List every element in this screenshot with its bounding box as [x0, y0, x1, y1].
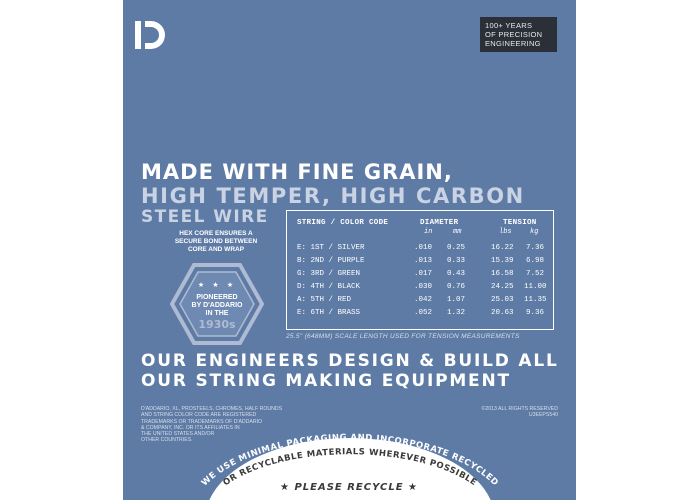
legal-line: OTHER COUNTRIES. — [141, 437, 193, 444]
headline-line-2: HIGH TEMPER, HIGH CARBON — [141, 184, 525, 208]
unit-kg: kg — [530, 228, 539, 236]
hexbadge-stars: ★ ★ ★ — [197, 281, 237, 289]
tension-lbs: 24.25 — [491, 283, 514, 291]
recycle-arc-line-2: OR RECYCLABLE MATERIALS WHEREVER POSSIBLE — [221, 447, 479, 489]
tension-lbs: 20.63 — [491, 309, 514, 317]
recycle-arc-line-1: WE USE MINIMAL PACKAGING AND INCORPORATE RECYCLED — [199, 432, 501, 489]
tension-lbs: 25.03 — [491, 296, 514, 304]
tension-lbs: 16.22 — [491, 244, 514, 252]
legal-line: D'ADDARIO, XL, PROSTEELS, CHROMES, HALF ROUNDS — [141, 406, 283, 412]
legal-line: AND STRING COLOR CODE ARE REGISTERED — [141, 412, 257, 419]
unit-mm: mm — [453, 228, 462, 236]
hexbadge-line-3: IN THE — [205, 310, 229, 317]
diameter-mm: 0.33 — [447, 257, 466, 265]
unit-in: in — [424, 228, 433, 236]
hexcore-line-3: CORE AND WRAP — [187, 246, 245, 253]
recycle-arc — [123, 0, 576, 500]
hexbadge-line-1: PIONEERED — [196, 294, 238, 301]
col-diameter-header: DIAMETER — [420, 219, 459, 227]
col-string-header: STRING / COLOR CODE — [297, 219, 389, 227]
tension-lbs: 16.58 — [491, 270, 514, 278]
diameter-mm: 0.43 — [447, 270, 466, 278]
engineers-line-1: OUR ENGINEERS DESIGN & BUILD ALL — [141, 351, 559, 371]
tension-kg: 7.52 — [526, 270, 545, 278]
diameter-in: .013 — [414, 257, 433, 265]
engineers-line-2: OUR STRING MAKING EQUIPMENT — [141, 371, 511, 391]
diameter-in: .042 — [414, 296, 433, 304]
col-tension-header: TENSION — [503, 219, 537, 227]
headline-line-1: MADE WITH FINE GRAIN, — [141, 160, 453, 184]
string-name: A: 5TH / RED — [297, 296, 352, 304]
diameter-mm: 0.76 — [447, 283, 466, 291]
please-recycle: ★ PLEASE RECYCLE ★ — [280, 482, 418, 493]
headline-line-3: STEEL WIRE — [141, 207, 269, 227]
spec-footnote: 25.5" (648MM) SCALE LENGTH USED FOR TENSION MEASUREMENTS — [286, 333, 520, 340]
package-back-panel — [123, 0, 576, 500]
diameter-in: .010 — [414, 244, 433, 252]
hexcore-line-2: SECURE BOND BETWEEN — [174, 238, 258, 245]
string-name: E: 1ST / SILVER — [297, 244, 365, 252]
tension-kg: 11.35 — [524, 296, 547, 304]
tension-kg: 11.00 — [524, 283, 547, 291]
hexbadge-year: 1930s — [198, 318, 236, 331]
diameter-in: .030 — [414, 283, 433, 291]
tension-kg: 6.98 — [526, 257, 545, 265]
badge-line-3: ENGINEERING — [485, 39, 541, 48]
string-name: G: 3RD / GREEN — [297, 270, 361, 278]
badge-line-1: 100+ YEARS — [485, 21, 533, 30]
legal-line: THE UNITED STATES AND/OR — [141, 431, 215, 438]
tension-lbs: 15.39 — [491, 257, 514, 265]
badge-line-2: OF PRECISION — [485, 30, 543, 39]
diameter-mm: 1.32 — [447, 309, 466, 317]
product-code: U3EEPS540 — [528, 412, 558, 419]
legal-line: & COMPANY, INC. OR ITS AFFILIATES IN — [141, 424, 240, 431]
hexbadge-line-2: BY D'ADDARIO — [191, 302, 243, 309]
string-name: D: 4TH / BLACK — [297, 283, 361, 291]
copyright-line: ©2013 ALL RIGHTS RESERVED — [481, 406, 558, 412]
string-name: E: 6TH / BRASS — [297, 309, 361, 317]
tension-kg: 7.36 — [526, 244, 545, 252]
diameter-in: .052 — [414, 309, 433, 317]
string-name: B: 2ND / PURPLE — [297, 257, 365, 265]
legal-line: TRADEMARKS OR TRADEMARKS OF D'ADDARIO — [141, 418, 263, 425]
tension-kg: 9.36 — [526, 309, 545, 317]
diameter-mm: 1.07 — [447, 296, 466, 304]
diameter-in: .017 — [414, 270, 433, 278]
diameter-mm: 0.25 — [447, 244, 466, 252]
unit-lbs: lbs — [499, 228, 512, 236]
hexcore-line-1: HEX CORE ENSURES A — [179, 230, 253, 237]
